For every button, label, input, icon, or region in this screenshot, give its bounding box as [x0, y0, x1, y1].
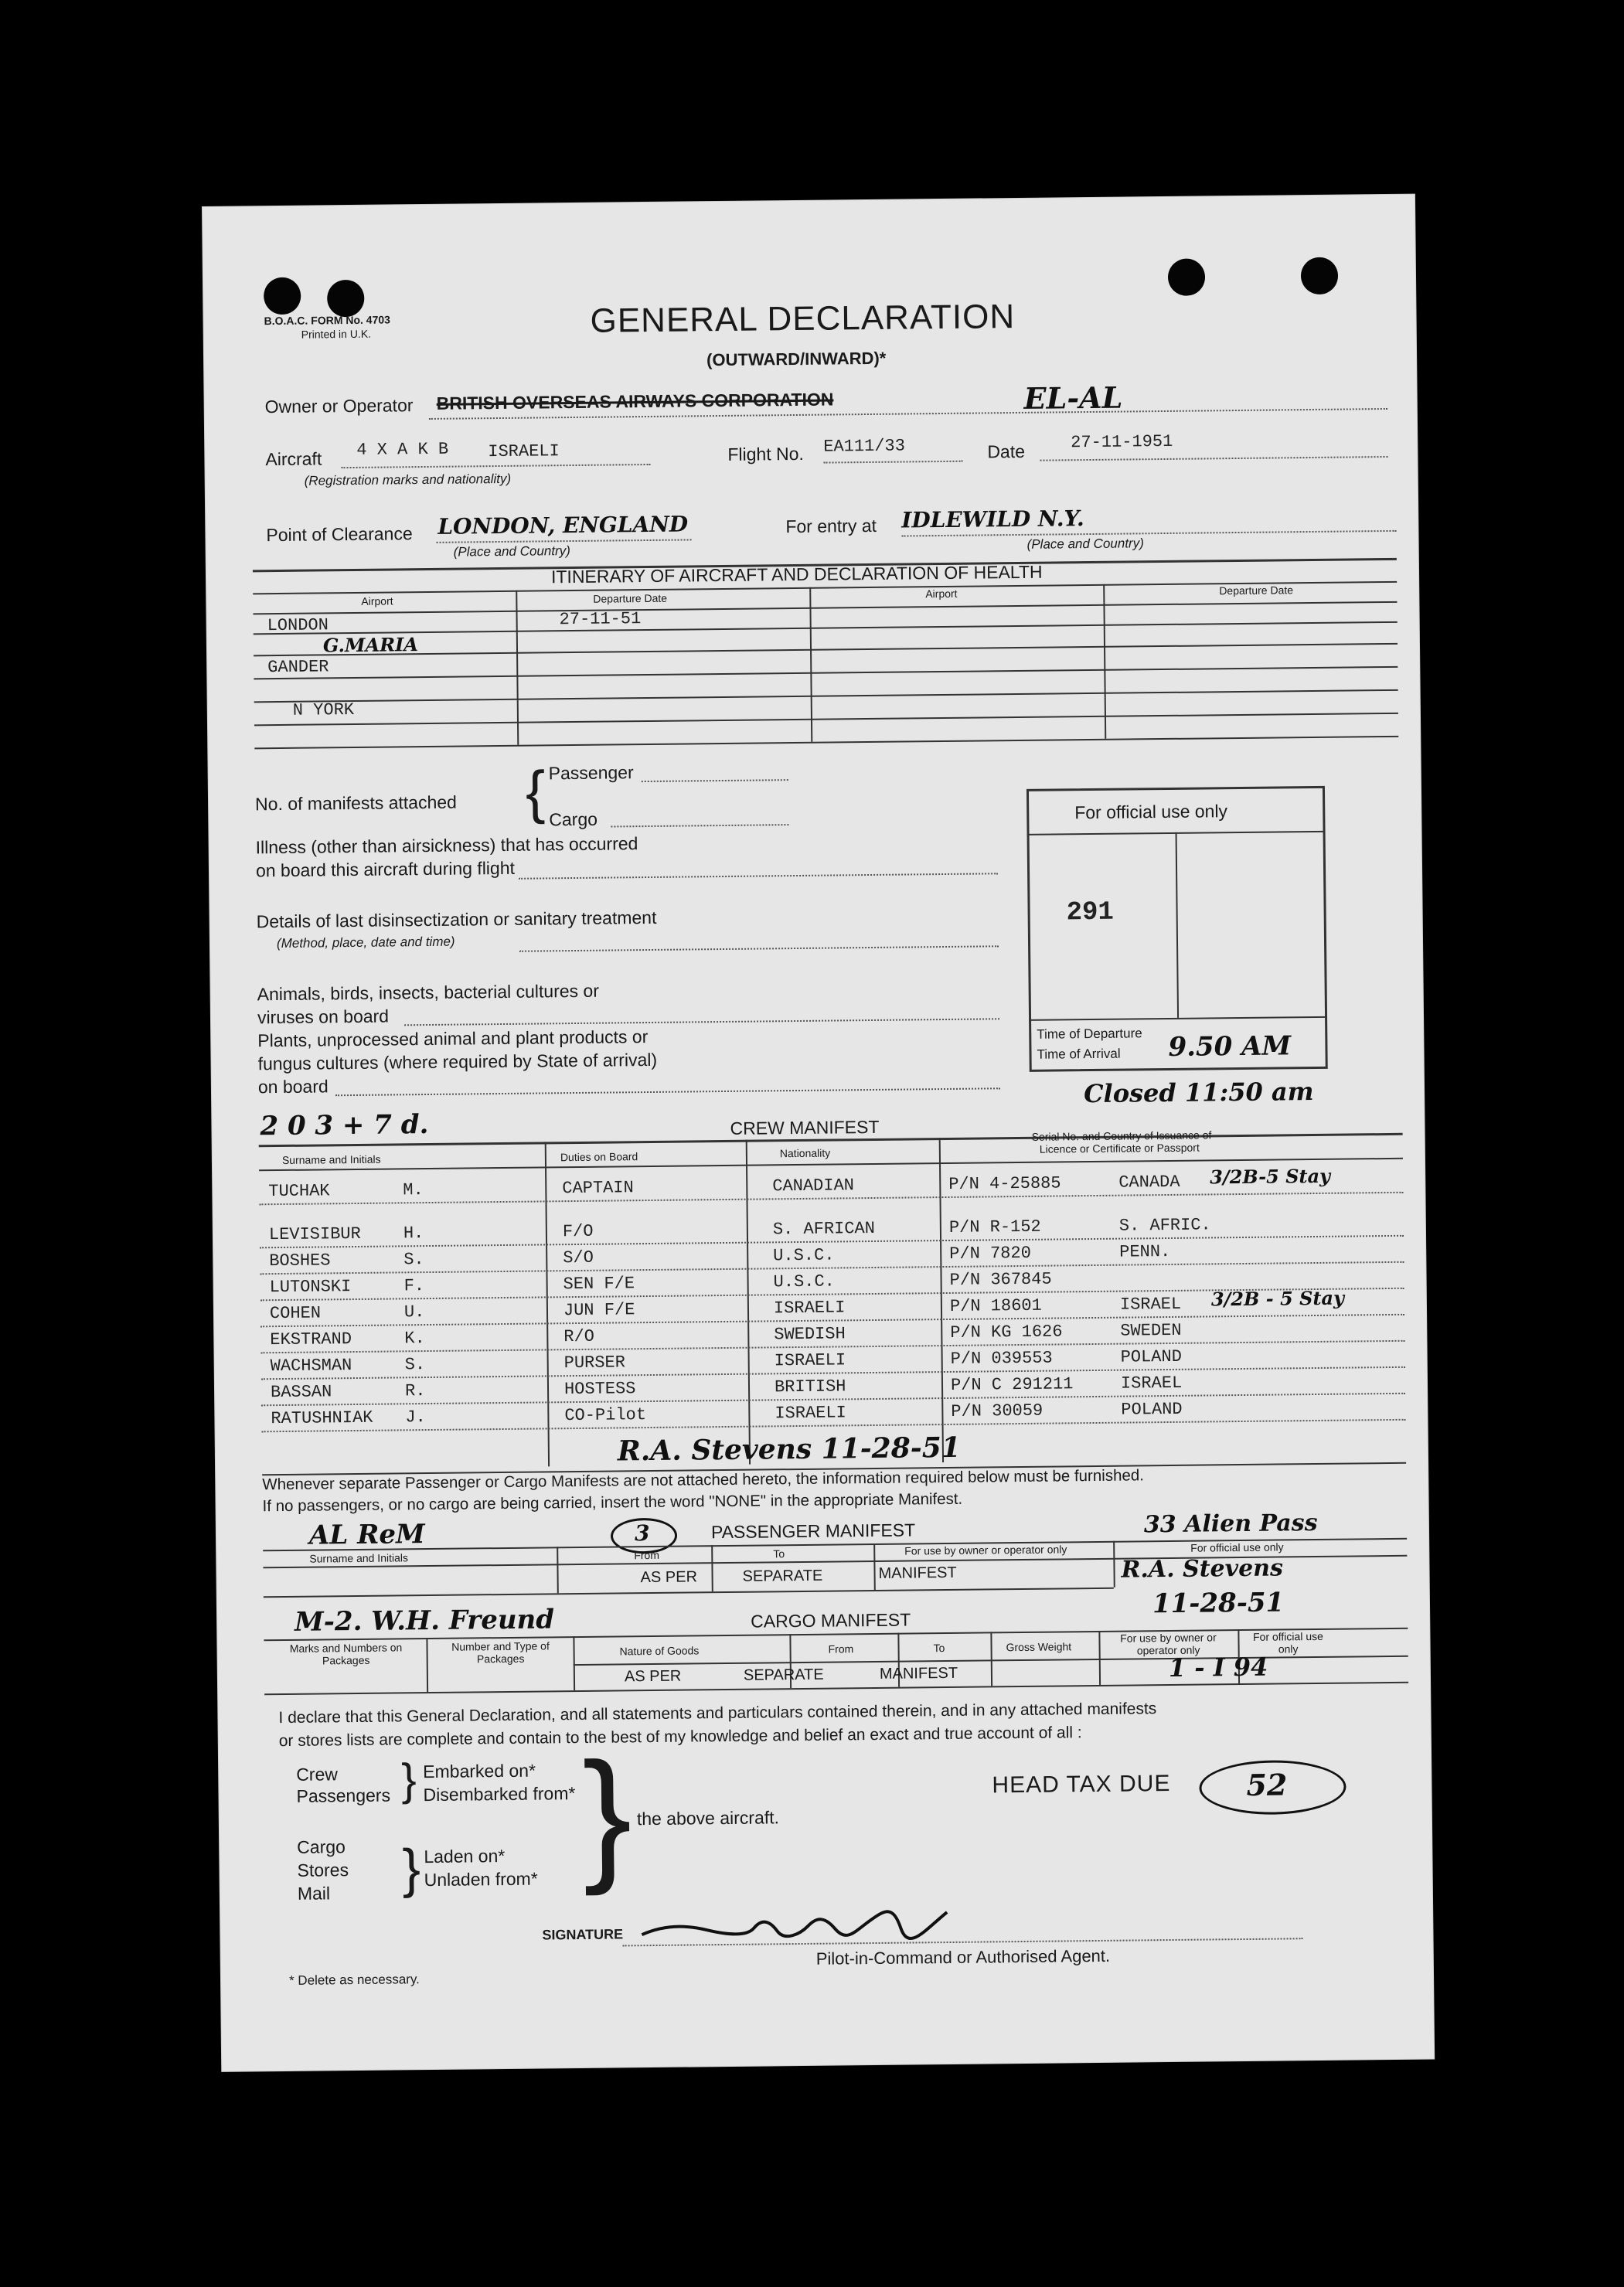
- passenger-col-owner: For use by owner or operator only: [904, 1543, 1067, 1557]
- decl-cargo: Cargo: [297, 1836, 346, 1857]
- passenger-hand-left: AL ReM: [308, 1519, 425, 1551]
- passenger-typed: SEPARATE: [742, 1567, 823, 1585]
- printed-in: Printed in U.K.: [301, 327, 372, 341]
- owner-struck: BRITISH OVERSEAS AIRWAYS CORPORATION: [436, 389, 834, 413]
- decl-above: the above aircraft.: [636, 1807, 780, 1829]
- itinerary-col-departure: Departure Date: [593, 591, 668, 605]
- cargo-typed: SEPARATE: [743, 1666, 824, 1684]
- passenger-line: [642, 779, 788, 782]
- crew-country: ISRAEL: [1119, 1294, 1182, 1315]
- cargo-col-nature: Nature of Goods: [619, 1644, 700, 1658]
- crew-licence: P/N KG 1626: [950, 1322, 1063, 1343]
- crew-licence: P/N 18601: [949, 1295, 1042, 1316]
- plants-label: Plants, unprocessed animal and plant products or: [257, 1026, 649, 1051]
- cargo-col-owner: For use by owner or operator only: [1120, 1631, 1217, 1657]
- entry-value: IDLEWILD N.Y.: [901, 505, 1084, 533]
- decl-crew: Crew: [296, 1764, 339, 1785]
- cargo-line: [611, 824, 788, 827]
- punch-hole: [1168, 258, 1206, 296]
- form-number: B.O.A.C. FORM No. 4703: [264, 313, 390, 328]
- crew-licence: P/N 30059: [951, 1400, 1044, 1421]
- itinerary-row-line: [254, 643, 1398, 656]
- itinerary-col-airport2: Airport: [925, 587, 958, 601]
- passenger-divider: [711, 1545, 713, 1591]
- crew-hand-note: 3/2B-5 Stay: [1210, 1164, 1331, 1189]
- crew-name: LEVISIBUR: [268, 1223, 361, 1245]
- crew-initial: S.: [404, 1355, 426, 1375]
- plants-label: on board: [257, 1076, 329, 1098]
- itinerary-title: ITINERARY OF AIRCRAFT AND DECLARATION OF HEALTH: [550, 561, 1043, 587]
- crew-name: LUTONSKI: [269, 1277, 352, 1298]
- aircraft-registration: 4 X A K B: [356, 439, 449, 460]
- crew-country: POLAND: [1120, 1346, 1182, 1367]
- clearance-value: LONDON, ENGLAND: [437, 511, 689, 539]
- crew-name: EKSTRAND: [270, 1329, 352, 1350]
- crew-hand-note: 2 0 3 + 7 d.: [260, 1109, 429, 1142]
- cargo-bottom-line: [264, 1682, 1408, 1695]
- crew-country: SWEDEN: [1120, 1320, 1182, 1341]
- decl-passengers: Passengers: [296, 1785, 391, 1806]
- aircraft-line: [342, 464, 651, 468]
- crew-name: TUCHAK: [268, 1181, 330, 1202]
- crew-licence: P/N C 291211: [950, 1374, 1074, 1395]
- manifest-passenger: Passenger: [548, 762, 634, 784]
- crew-nationality: U.S.C.: [773, 1271, 835, 1292]
- passenger-col-to: To: [773, 1547, 785, 1560]
- itinerary-airport: LONDON: [267, 615, 329, 636]
- itinerary-col-departure2: Departure Date: [1219, 584, 1294, 597]
- disinsect-note: (Method, place, date and time): [276, 934, 455, 951]
- crew-licence: P/N 4-25885: [948, 1173, 1061, 1194]
- form-title: GENERAL DECLARATION: [590, 298, 1016, 340]
- plants-line: [335, 1087, 1000, 1096]
- crew-col-surname: Surname and Initials: [281, 1152, 381, 1166]
- crew-nationality: U.S.C.: [773, 1245, 835, 1266]
- declaration-text: or stores lists are complete and contain to the best of my knowledge and belief an exact and true account of all :: [278, 1724, 1082, 1751]
- date-line: [1040, 456, 1387, 461]
- cargo-divider: [426, 1638, 428, 1692]
- plants-label: fungus cultures (where required by State of arrival): [257, 1049, 658, 1074]
- animals-line: [404, 1018, 999, 1026]
- aircraft-label: Aircraft: [265, 448, 322, 470]
- crew-nationality: S. AFRICAN: [772, 1218, 876, 1240]
- itinerary-row-line: [254, 621, 1398, 635]
- crew-hand-note: 3/2B - 5 Stay: [1210, 1286, 1345, 1311]
- crew-licence: P/N 367845: [949, 1269, 1052, 1290]
- passenger-hand-date: 11-28-51: [1152, 1587, 1285, 1620]
- decl-brace: }: [402, 1838, 421, 1899]
- aircraft-nationality: ISRAELI: [488, 441, 560, 462]
- form-subtitle: (OUTWARD/INWARD)*: [706, 348, 887, 370]
- signature-caption: Pilot-in-Command or Authorised Agent.: [815, 1945, 1111, 1969]
- crew-title: CREW MANIFEST: [730, 1116, 880, 1138]
- decl-unladen: Unladen from*: [424, 1868, 538, 1891]
- itinerary-row-line: [254, 713, 1398, 726]
- cargo-hand-note: 1 - I 94: [1168, 1652, 1268, 1683]
- crew-name: RATUSHNIAK: [271, 1407, 373, 1429]
- crew-initial: S.: [403, 1250, 424, 1270]
- cargo-hand-left: M-2. W.H. Freund: [294, 1604, 555, 1638]
- crew-licence: P/N 7820: [949, 1243, 1031, 1264]
- itinerary-row-line: [254, 689, 1398, 703]
- official-stamp: 291: [1066, 897, 1115, 928]
- decl-embarked: Embarked on*: [423, 1760, 536, 1782]
- itinerary-airport: GANDER: [267, 657, 329, 678]
- itinerary-airport: G.MARIA: [322, 633, 419, 657]
- crew-duty: R/O: [563, 1326, 595, 1347]
- crew-col-licence: Licence or Certificate or Passport: [1039, 1141, 1200, 1155]
- crew-country: PENN.: [1119, 1241, 1171, 1262]
- crew-country: POLAND: [1121, 1399, 1183, 1420]
- decl-stores: Stores: [297, 1860, 349, 1880]
- arrival-handwritten: 9.50 AM: [1168, 1030, 1292, 1063]
- crew-initial: H.: [403, 1223, 424, 1244]
- crew-divider: [545, 1142, 550, 1466]
- manifest-cargo: Cargo: [549, 808, 598, 830]
- crew-duty: S/O: [563, 1247, 594, 1268]
- owner-label: Owner or Operator: [264, 395, 414, 417]
- signature-label: SIGNATURE: [542, 1926, 624, 1943]
- passenger-hand-right: 33 Alien Pass: [1143, 1509, 1318, 1539]
- crew-duty: CAPTAIN: [562, 1178, 634, 1199]
- crew-initial: F.: [403, 1276, 425, 1296]
- cargo-col-number: Number and Type of Packages: [451, 1639, 550, 1666]
- passenger-typed: AS PER: [640, 1568, 698, 1587]
- departure-label: Time of Departure: [1037, 1026, 1142, 1042]
- illness-line: [519, 873, 998, 879]
- clearance-line: [437, 539, 692, 543]
- cargo-col-marks: Marks and Numbers on Packages: [289, 1641, 403, 1667]
- crew-initial: R.: [404, 1381, 426, 1401]
- crew-duty: JUN F/E: [563, 1300, 635, 1321]
- passenger-bottom-line: [264, 1588, 1114, 1598]
- crew-duty: CO-Pilot: [564, 1405, 647, 1426]
- crew-initial: J.: [405, 1407, 426, 1428]
- declaration-form: [203, 195, 1434, 2071]
- animals-label: viruses on board: [257, 1006, 390, 1028]
- date-value: 27-11-1951: [1071, 431, 1173, 453]
- passenger-col-surname: Surname and Initials: [309, 1551, 409, 1565]
- clearance-note: (Place and Country): [453, 543, 570, 560]
- flight-number: EA111/33: [823, 436, 906, 457]
- crew-divider: [746, 1140, 751, 1465]
- closed-handwritten: Closed 11:50 am: [1083, 1077, 1314, 1109]
- crew-col-licence: Serial No. and Country of Issuance of: [1031, 1128, 1212, 1143]
- flight-label: Flight No.: [727, 443, 804, 465]
- disinsect-line: [519, 945, 999, 951]
- clearance-label: Point of Clearance: [266, 523, 413, 546]
- manifests-brace: {: [525, 759, 546, 825]
- official-title: For official use only: [1074, 801, 1228, 823]
- cargo-col-official: For official use only: [1252, 1629, 1323, 1656]
- crew-name: COHEN: [269, 1303, 322, 1324]
- instructions-line: If no passengers, or no cargo are being carried, insert the word "NONE" in the appropriate Manifest.: [262, 1489, 963, 1516]
- passenger-typed: MANIFEST: [878, 1564, 957, 1582]
- passenger-hand-sign: R.A. Stevens: [1121, 1554, 1284, 1584]
- entry-label: For entry at: [785, 515, 877, 537]
- illness-label: Illness (other than airsickness) that has occurred: [255, 833, 638, 858]
- circled-value: 3: [634, 1520, 650, 1547]
- head-tax-label: HEAD TAX DUE: [992, 1770, 1171, 1799]
- passenger-col-from: From: [634, 1548, 660, 1562]
- punch-hole: [1301, 257, 1339, 295]
- crew-nationality: CANADIAN: [772, 1176, 855, 1196]
- punch-hole: [327, 280, 365, 318]
- cargo-col-weight: Gross Weight: [1006, 1640, 1072, 1654]
- crew-name: WACHSMAN: [270, 1356, 352, 1377]
- instructions-line: Whenever separate Passenger or Cargo Manifests are not attached hereto, the information required below must be furnished.: [262, 1466, 1145, 1494]
- aircraft-note: (Registration marks and nationality): [304, 471, 512, 488]
- decl-laden: Laden on*: [424, 1846, 506, 1867]
- crew-duty: F/O: [562, 1221, 594, 1242]
- animals-label: Animals, birds, insects, bacterial cultures or: [257, 980, 600, 1005]
- crew-initial: U.: [403, 1302, 425, 1322]
- crew-country: S. AFRIC.: [1118, 1215, 1211, 1236]
- decl-mail: Mail: [297, 1883, 331, 1904]
- cargo-typed: AS PER: [624, 1667, 682, 1686]
- itinerary-row-line: [254, 666, 1398, 679]
- passenger-manifest-title: PASSENGER MANIFEST: [710, 1520, 916, 1543]
- entry-note: (Place and Country): [1026, 536, 1144, 552]
- disinsect-label: Details of last disinsectization or sanitary treatment: [256, 907, 657, 932]
- decl-big-brace: }: [581, 1732, 633, 1897]
- head-tax-value: 52: [1246, 1767, 1288, 1802]
- crew-licence: P/N R-152: [948, 1217, 1041, 1237]
- declaration-text: I declare that this General Declaration, and all statements and particulars contained therein, and in any attached manifests: [278, 1700, 1157, 1727]
- passenger-divider: [873, 1543, 876, 1590]
- crew-nationality: SWEDISH: [774, 1324, 846, 1345]
- crew-initial: M.: [403, 1180, 424, 1200]
- crew-divider: [939, 1138, 944, 1462]
- punch-hole: [264, 277, 301, 315]
- decl-brace: }: [400, 1754, 417, 1805]
- crew-name: BASSAN: [270, 1382, 332, 1403]
- crew-nationality: ISRAELI: [775, 1403, 846, 1424]
- crew-duty: HOSTESS: [563, 1379, 636, 1400]
- flight-line: [823, 461, 962, 464]
- head-tax-oval: [1199, 1760, 1347, 1816]
- itinerary-airport: N YORK: [292, 699, 355, 720]
- manifests-label: No. of manifests attached: [254, 791, 458, 815]
- itinerary-row-line: [254, 601, 1398, 614]
- footnote: * Delete as necessary.: [288, 1972, 420, 1988]
- itinerary-bottom-line: [254, 736, 1398, 749]
- cargo-manifest-title: CARGO MANIFEST: [751, 1609, 911, 1632]
- itinerary-col-airport: Airport: [361, 594, 393, 607]
- crew-signature: R.A. Stevens 11-28-51: [617, 1431, 962, 1468]
- passenger-divider: [557, 1547, 559, 1593]
- cargo-typed: MANIFEST: [879, 1664, 958, 1683]
- signature-scribble: [638, 1897, 963, 1946]
- cargo-col-to: To: [933, 1642, 945, 1655]
- decl-disembarked: Disembarked from*: [423, 1783, 576, 1805]
- crew-initial: K.: [404, 1329, 425, 1349]
- crew-nationality: BRITISH: [774, 1377, 846, 1397]
- crew-country: ISRAEL: [1120, 1373, 1183, 1394]
- crew-licence: P/N 039553: [950, 1348, 1053, 1369]
- owner-handwritten: EL-AL: [1023, 379, 1123, 416]
- crew-duty: SEN F/E: [563, 1274, 635, 1295]
- crew-col-nationality: Nationality: [779, 1146, 831, 1160]
- illness-label: on board this aircraft during flight: [255, 857, 516, 881]
- cargo-col-from: From: [828, 1642, 854, 1656]
- crew-country: CANADA: [1118, 1172, 1180, 1193]
- crew-nationality: ISRAELI: [774, 1350, 846, 1371]
- itinerary-date: 27-11-51: [559, 609, 642, 630]
- crew-duty: PURSER: [563, 1353, 626, 1373]
- date-label: Date: [987, 441, 1026, 462]
- crew-nationality: ISRAELI: [773, 1298, 846, 1319]
- crew-col-duties: Duties on Board: [560, 1150, 638, 1164]
- crew-name: BOSHES: [269, 1251, 331, 1271]
- arrival-label: Time of Arrival: [1037, 1046, 1121, 1062]
- passenger-divider: [1113, 1541, 1115, 1588]
- passenger-col-official: For official use only: [1190, 1540, 1284, 1554]
